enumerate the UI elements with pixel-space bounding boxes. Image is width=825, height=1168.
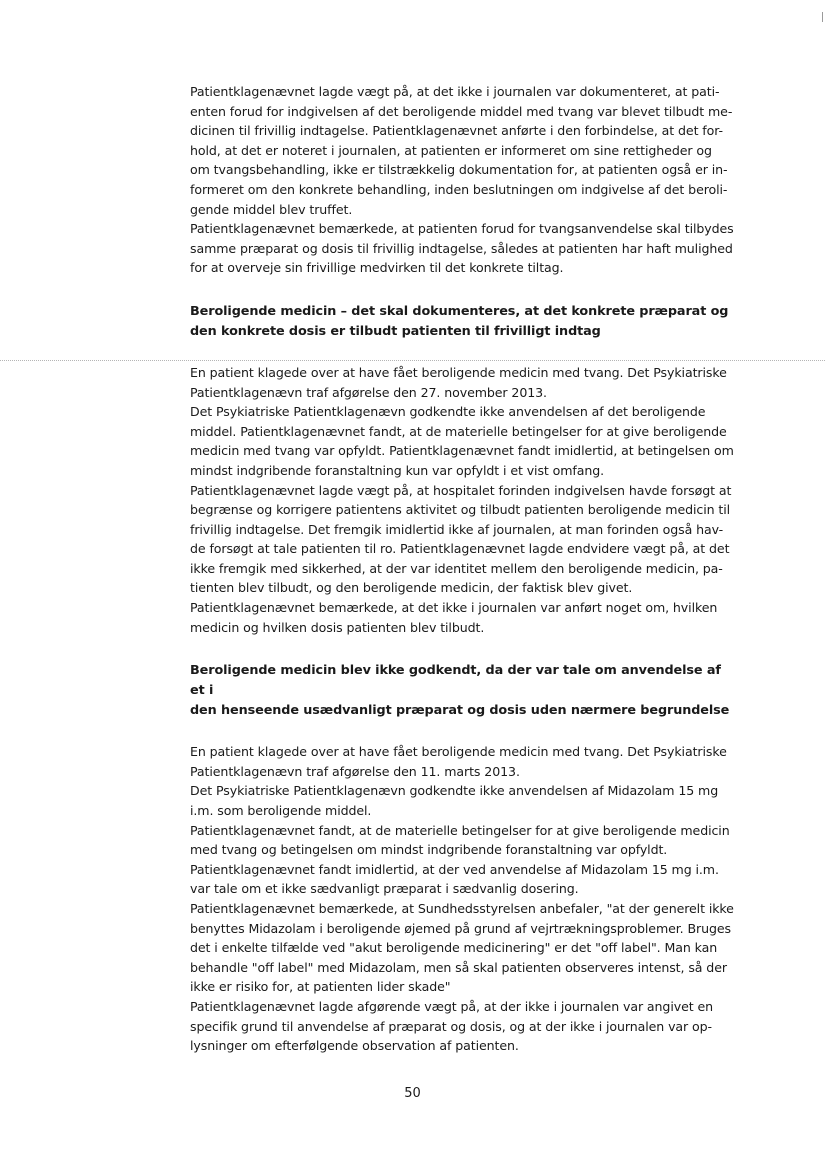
page-number: 50 — [404, 1086, 421, 1101]
text-line: En patient klagede over at have fået beroligende medicin med tvang. Det Psykiatriske — [190, 364, 727, 380]
text-line: hold, at det er noteret i journalen, at patienten er informeret om sine rettigheder og — [190, 142, 712, 158]
text-line: medicin og hvilken dosis patienten blev tilbudt. — [190, 619, 485, 635]
section-2-text — [190, 363, 738, 637]
text-line: En patient klagede over at have fået beroligende medicin med tvang. Det Psykiatriske — [190, 744, 727, 760]
heading-line: Beroligende medicin – det skal dokumenteres, at det konkrete præparat og — [190, 303, 729, 319]
text-line: middel. Patientklagenævnet fandt, at de materielle betingelser for at give beroligende — [190, 423, 727, 439]
text-line: enten forud for indgivelsen af det beroligende middel med tvang var blevet tilbudt me- — [190, 103, 733, 119]
text-line: benyttes Midazolam i beroligende øjemed på grund af vejrtrækningsproblemer. Bruges — [190, 920, 731, 936]
text-line: lysninger om efterfølgende observation af patienten. — [190, 1038, 519, 1054]
text-line: frivillig indtagelse. Det fremgik imidlertid ikke af journalen, at man forinden også hav- — [190, 521, 724, 537]
section-3-text — [190, 742, 738, 1056]
text-line: specifik grund til anvendelse af præparat og dosis, og at der ikke i journalen var op- — [190, 1018, 712, 1034]
text-line: samme præparat og dosis til frivillig indtagelse, således at patienten har haft mulighed — [190, 240, 733, 256]
section-2-heading — [190, 302, 738, 342]
text-line: Patientklagenævnet fandt, at de materielle betingelser for at give beroligende medicin — [190, 822, 730, 838]
text-line: medicin med tvang var opfyldt. Patientklagenævnet fandt imidlertid, at betingelsen om — [190, 443, 734, 459]
text-line: Patientklagenævn traf afgørelse den 27. november 2013. — [190, 384, 547, 400]
text-line: de forsøgt at tale patienten til ro. Patientklagenævnet lagde endvidere vægt på, at det — [190, 541, 730, 557]
text-line: Patientklagenævn traf afgørelse den 11. marts 2013. — [190, 763, 520, 779]
text-line: Patientklagenævnet bemærkede, at Sundhedsstyrelsen anbefaler, "at der generelt ikke — [190, 901, 734, 916]
text-line: begrænse og korrigere patientens aktivitet og tilbudt patienten beroligende medicin til — [190, 502, 731, 518]
text-line: mindst indgribende foranstaltning kun var opfyldt i et vist omfang. — [190, 462, 605, 478]
text-line: om tvangsbehandling, ikke er tilstrækkelig dokumentation for, at patienten også er in- — [190, 162, 728, 178]
text-line: Det Psykiatriske Patientklagenævn godkendte ikke anvendelsen af det beroligende — [190, 404, 706, 420]
text-line: med tvang og betingelsen om mindst indgribende foranstaltning var opfyldt. — [190, 842, 668, 858]
page-body — [190, 82, 738, 1056]
text-line: det i enkelte tilfælde ved "akut beroligende medicinering" er det "off label". Man kan — [190, 940, 718, 956]
page-edge-mark — [822, 12, 823, 22]
heading-line: den konkrete dosis er tilbudt patienten til frivilligt indtag — [190, 323, 601, 339]
text-line: ikke er risiko for, at patienten lider skade" — [190, 979, 451, 995]
text-line: Patientklagenævnet bemærkede, at det ikke i journalen var anført noget om, hvilken — [190, 600, 718, 616]
heading-line: den henseende usædvanligt præparat og dosis uden nærmere begrundelse — [190, 703, 730, 719]
text-line: for at overveje sin frivillige medvirken til det konkrete tiltag. — [190, 260, 564, 276]
heading-line: Beroligende medicin blev ikke godkendt, da der var tale om anvendelse af et i — [190, 663, 721, 699]
text-line: Det Psykiatriske Patientklagenævn godkendte ikke anvendelsen af Midazolam 15 mg — [190, 783, 719, 799]
text-line: formeret om den konkrete behandling, inden beslutningen om indgivelse af det beroli- — [190, 181, 728, 197]
text-line: var tale om et ikke sædvanligt præparat i sædvanlig dosering. — [190, 881, 579, 897]
text-line: Patientklagenævnet lagde afgørende vægt på, at der ikke i journalen var angivet en — [190, 998, 713, 1014]
text-line: dicinen til frivillig indtagelse. Patientklagenævnet anførte i den forbindelse, at det for- — [190, 123, 723, 139]
text-line: tienten blev tilbudt, og den beroligende medicin, der faktisk blev givet. — [190, 580, 633, 596]
text-line: Patientklagenævnet bemærkede, at patienten forud for tvangsanvendelse skal tilbydes — [190, 221, 734, 237]
section-1-text — [190, 82, 738, 278]
text-line: behandle "off label" med Midazolam, men så skal patienten observeres intenst, så der — [190, 959, 727, 975]
section-3-heading — [190, 661, 738, 721]
text-line: gende middel blev truffet. — [190, 201, 353, 217]
text-line: Patientklagenævnet lagde vægt på, at det ikke i journalen var dokumenteret, at pati- — [190, 84, 720, 99]
text-line: Patientklagenævnet fandt imidlertid, at der ved anvendelse af Midazolam 15 mg i.m. — [190, 861, 719, 877]
text-line: Patientklagenævnet lagde vægt på, at hospitalet forinden indgivelsen havde forsøgt at — [190, 482, 732, 498]
text-line: i.m. som beroligende middel. — [190, 803, 372, 819]
text-line: ikke fremgik med sikkerhed, at der var identitet mellem den beroligende medicin, pa- — [190, 560, 723, 576]
